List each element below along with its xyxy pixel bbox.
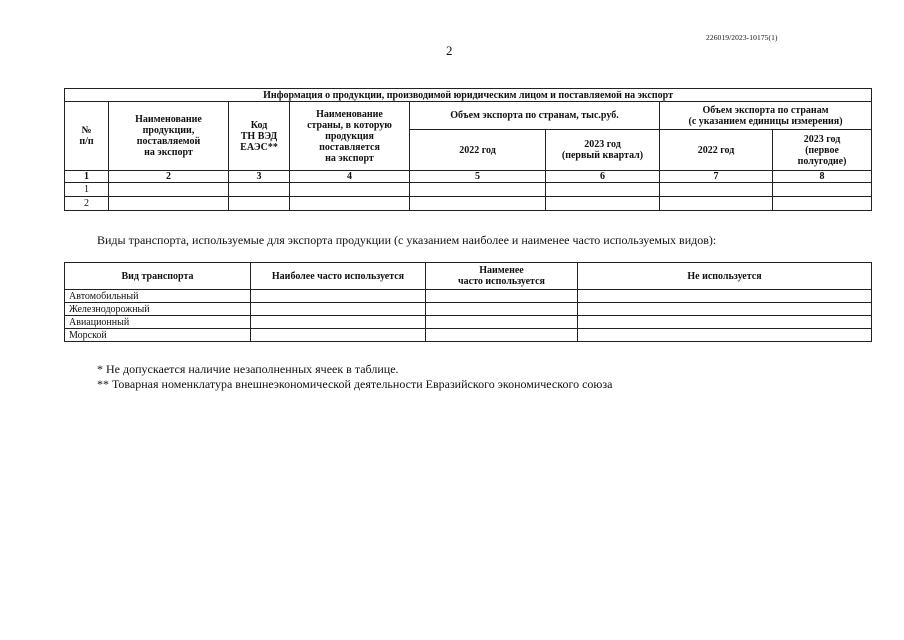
empty-cell[interactable]	[546, 197, 660, 211]
empty-cell[interactable]	[109, 197, 229, 211]
header-transport-type: Вид транспорта	[65, 263, 251, 290]
document-number: 226019/2023-10175(1)	[706, 33, 778, 42]
row-number: 1	[65, 183, 109, 197]
empty-cell[interactable]	[578, 316, 872, 329]
header-product: Наименование продукции, поставляемой на экспорт	[109, 102, 229, 171]
transport-type: Железнодорожный	[65, 303, 251, 316]
col-number: 7	[660, 171, 773, 183]
empty-cell[interactable]	[578, 290, 872, 303]
header-code: Код ТН ВЭД ЕАЭС**	[229, 102, 290, 171]
header-country: Наименование страны, в которую продукция поставляется на экспорт	[290, 102, 410, 171]
empty-cell[interactable]	[229, 183, 290, 197]
empty-cell[interactable]	[578, 329, 872, 342]
export-table-caption: Информация о продукции, производимой юридическим лицом и поставляемой на экспорт	[65, 89, 872, 102]
header-most-used: Наиболее часто используется	[251, 263, 426, 290]
empty-cell[interactable]	[109, 183, 229, 197]
header-least-used: Наименее часто используется	[426, 263, 578, 290]
export-info-table	[64, 88, 872, 211]
empty-cell[interactable]	[229, 197, 290, 211]
col-number: 2	[109, 171, 229, 183]
transport-table	[64, 262, 872, 342]
table-row	[65, 316, 872, 329]
header-not-used: Не используется	[578, 263, 872, 290]
empty-cell[interactable]	[251, 316, 426, 329]
col-number: 4	[290, 171, 410, 183]
header-2023-units: 2023 год (первое полугодие)	[773, 130, 872, 171]
table-row	[65, 329, 872, 342]
table-row	[65, 197, 872, 211]
table-row	[65, 290, 872, 303]
col-number: 1	[65, 171, 109, 183]
empty-cell[interactable]	[426, 316, 578, 329]
header-2022-units: 2022 год	[660, 130, 773, 171]
empty-cell[interactable]	[410, 183, 546, 197]
col-number: 6	[546, 171, 660, 183]
header-volume-units: Объем экспорта по странам (с указанием единицы измерения)	[660, 102, 872, 130]
empty-cell[interactable]	[426, 290, 578, 303]
footnote-1: * Не допускается наличие незаполненных ячеек в таблице.	[97, 362, 399, 376]
col-number: 5	[410, 171, 546, 183]
empty-cell[interactable]	[660, 197, 773, 211]
transport-type: Морской	[65, 329, 251, 342]
col-number: 3	[229, 171, 290, 183]
table-row	[65, 183, 872, 197]
transport-intro: Виды транспорта, используемые для экспорта продукции (с указанием наиболее и наименее часто используемых видов):	[97, 233, 717, 247]
empty-cell[interactable]	[660, 183, 773, 197]
empty-cell[interactable]	[773, 197, 872, 211]
header-num: № п/п	[65, 102, 109, 171]
transport-type: Авиационный	[65, 316, 251, 329]
footnote-2: ** Товарная номенклатура внешнеэкономической деятельности Евразийского экономического союза	[97, 377, 613, 391]
header-volume-rub: Объем экспорта по странам, тыс.руб.	[410, 102, 660, 130]
row-number: 2	[65, 197, 109, 211]
header-2022-rub: 2022 год	[410, 130, 546, 171]
col-number: 8	[773, 171, 872, 183]
empty-cell[interactable]	[426, 329, 578, 342]
empty-cell[interactable]	[773, 183, 872, 197]
page-number: 2	[446, 43, 453, 58]
table-row	[65, 303, 872, 316]
empty-cell[interactable]	[290, 197, 410, 211]
empty-cell[interactable]	[410, 197, 546, 211]
empty-cell[interactable]	[290, 183, 410, 197]
empty-cell[interactable]	[546, 183, 660, 197]
empty-cell[interactable]	[426, 303, 578, 316]
empty-cell[interactable]	[251, 290, 426, 303]
transport-type: Автомобильный	[65, 290, 251, 303]
empty-cell[interactable]	[251, 329, 426, 342]
empty-cell[interactable]	[578, 303, 872, 316]
header-2023-rub: 2023 год (первый квартал)	[546, 130, 660, 171]
empty-cell[interactable]	[251, 303, 426, 316]
